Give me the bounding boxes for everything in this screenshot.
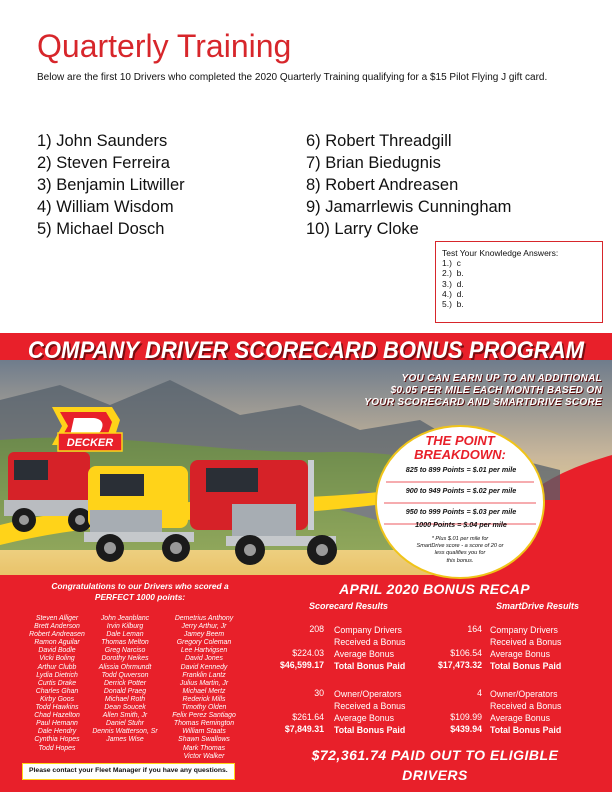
driver-item: 4) William Wisdom [37,198,174,216]
driver-item: 3) Benjamin Litwiller [37,176,185,194]
perfect-score-name: Charles Ghan [35,687,79,695]
perfect-score-name: Vicki Boling [39,655,75,663]
perfect-score-name: Mark Thomas [182,744,226,752]
perfect-score-name: Thomas Remington [173,720,235,728]
page-title: Quarterly Training [37,28,292,64]
perfect-score-name: David Bodle [38,647,76,655]
perfect-score-name: David Jones [185,655,223,663]
point-tier: 950 to 999 Points = $.03 per mile [405,507,517,516]
scorecard-owner-total: $7,849.31 [284,724,324,734]
label-line: Total Bonus Paid [490,725,562,735]
perfect-score-names-col1 [18,615,96,753]
perfect-score-name: Victor Walker [183,752,225,760]
scorecard-company-avg: $224.03 [292,648,324,658]
answer-item: 3.) d. [442,278,464,289]
perfect-score-name: Lee Hartvigsen [180,647,228,655]
note-line: less qualifies you for [434,550,486,557]
contact-note: Please contact your Fleet Manager if you have any questions. [22,763,235,780]
owner-labels-smartdrive [490,688,561,736]
smartdrive-results-heading: SmartDrive Results [496,601,580,611]
driver-item: 5) Michael Dosch [37,220,165,238]
driver-item: 10) Larry Cloke [306,220,419,238]
perfect-score-name: Chad Hazelton [34,712,80,720]
perfect-score-name: Rederick Mills [182,695,226,703]
total-paid-line: DRIVERS [402,767,468,783]
perfect-score-name: Irvin Kilburg [106,623,144,631]
label-line: Total Bonus Paid [334,661,406,671]
note-line: this bonus. [446,557,474,564]
perfect-score-name: James Wise [106,736,144,744]
earn-text [330,373,602,409]
perfect-score-name: Dorothy Neikes [101,655,149,663]
owner-labels-scorecard [334,688,405,736]
label-line: Received a Bonus [490,637,562,647]
label-line: Owner/Operators [334,689,402,699]
label-line: Average Bonus [334,713,394,723]
recap-title: APRIL 2020 BONUS RECAP [339,581,530,597]
scorecard-company-count: 208 [309,624,324,634]
perfect-score-name: Shawn Swallows [178,736,230,744]
perfect-score-name: Kirby Goos [39,695,75,703]
smartdrive-owner-count: 4 [477,688,482,698]
answer-item: 5.) b. [442,299,464,310]
company-labels-scorecard [334,624,405,672]
note-line: SmartDrive score - a score of 20 or [416,543,504,550]
note-line: * Plus $.01 per mile for [431,536,489,542]
perfect-score-name: John Jeanblanc [100,615,150,622]
driver-item: 2) Steven Ferreira [37,154,170,172]
smartdrive-company-count: 164 [467,624,482,634]
perfect-score-name: Michael Mertz [182,687,226,695]
perfect-score-name: Michael Roth [104,695,146,703]
perfect-score-name: Franklin Lantz [182,671,226,679]
perfect-score-name: Alissia Ohrmundt [98,663,152,671]
perfect-score-name: Ramon Aguilar [34,639,80,647]
scorecard-owner-avg: $261.64 [292,712,324,722]
perfect-score-name: Gregory Coleman [176,639,232,647]
driver-item: 8) Robert Andreasen [306,176,459,194]
perfect-score-name: Todd Hopes [38,744,76,752]
decker-logo-text: DECKER [66,437,114,449]
perfect-score-name: Thomas Melton [101,639,149,647]
smartdrive-owner-total: $439.94 [450,724,482,734]
label-line: Owner/Operators [490,689,558,699]
driver-item: 6) Robert Threadgill [306,132,452,150]
point-tier: 900 to 949 Points = $.02 per mile [405,486,517,495]
label-line: Company Drivers [334,625,402,635]
perfect-score-name: Dean Soucek [104,704,146,712]
perfect-score-name: Steven Alliger [35,615,79,622]
answer-item: 4.) d. [442,288,464,299]
point-breakdown-title-line: BREAKDOWN: [414,447,506,462]
answer-item: 2.) b. [442,268,464,279]
label-line: Received a Bonus [490,701,562,711]
company-labels-smartdrive [490,624,561,672]
perfect-score-name: Dennis Watterson, Sr [92,728,158,736]
driver-item: 1) John Saunders [37,132,168,150]
banner-title: COMPANY DRIVER SCORECARD BONUS PROGRAM [27,337,585,364]
intro-text: Below are the first 10 Drivers who completed the 2020 Quarterly Training qualifying for a $15 Pilot Flying J gift card. [37,72,548,83]
perfect-score-name: Demetrius Anthony [174,615,234,622]
driver-list-right [306,130,511,240]
label-line: Average Bonus [490,713,550,723]
driver-item: 7) Brian Biedugnis [306,154,441,172]
congrats-line: Congratulations to our Drivers who scored a [51,581,229,591]
label-line: Average Bonus [490,649,550,659]
smartdrive-company-avg: $106.54 [450,648,482,658]
congrats-heading [20,581,260,602]
answer-item: 1.) c [442,258,461,269]
answers-title: Test Your Knowledge Answers: [442,248,559,258]
perfect-score-name: David Kennedy [180,663,228,671]
perfect-score-name: William Staats [182,728,226,736]
point-breakdown-title-line: THE POINT [425,433,495,448]
total-paid-banner [260,745,610,785]
perfect-score-name: Julius Martin, Jr [179,679,229,687]
congrats-line: PERFECT 1000 points: [94,591,186,602]
perfect-score-name: Felix Perez Santiago [172,712,236,720]
perfect-score-name: Allen Smith, Jr [102,712,148,720]
earn-line: $0.05 PER MILE EACH MONTH BASED ON [390,385,602,396]
label-line: Total Bonus Paid [490,661,562,671]
driver-list-left [37,130,185,240]
answers-box [435,241,603,323]
perfect-score-name: Donald Praeg [103,687,147,695]
perfect-score-name: Jerry Arthur, Jr [181,623,227,631]
perfect-score-name: Derrick Potter [103,679,147,687]
total-paid-line: $72,361.74 PAID OUT TO ELIGIBLE [311,747,559,763]
smartdrive-owner-avg: $109.99 [450,712,482,722]
perfect-score-names-col2 [86,615,164,745]
perfect-score-name: Lydia Dietrich [36,671,78,679]
perfect-score-name: Brett Anderson [34,623,80,631]
scorecard-company-total: $46,599.17 [279,660,324,670]
driver-item: 9) Jamarrlewis Cunningham [306,198,512,216]
scorecard-owner-count: 30 [314,688,324,698]
scorecard-results-heading: Scorecard Results [309,601,389,611]
perfect-score-name: Dale Leman [106,631,144,639]
smartdrive-company-total: $17,473.32 [437,660,482,670]
perfect-score-name: Robert Andreasen [29,631,85,639]
perfect-score-name: Curtis Drake [37,679,77,687]
earn-line: YOUR SCORECARD AND SMARTDRIVE SCORE [364,397,602,408]
point-tier: 1000 Points = $.04 per mile [415,520,507,529]
perfect-score-name: Timothy Olden [181,704,227,712]
perfect-score-name: Paul Hemann [36,720,78,728]
perfect-score-name: Daniel Stuhr [106,720,144,728]
perfect-score-name: Todd Hawkins [35,704,79,712]
perfect-score-names-col3 [159,615,249,761]
label-line: Total Bonus Paid [334,725,406,735]
perfect-score-name: Cynthia Hopes [34,736,80,744]
label-line: Average Bonus [334,649,394,659]
perfect-score-name: Jamey Beem [183,631,225,639]
label-line: Received a Bonus [334,701,406,711]
perfect-score-name: Arthur Clubb [37,663,77,671]
smartdrive-note [396,536,524,565]
point-tier: 825 to 899 Points = $.01 per mile [405,465,517,474]
perfect-score-name: Dale Hendry [37,728,77,736]
perfect-score-name: Greg Narciso [104,647,146,655]
point-breakdown-title [394,434,526,462]
label-line: Company Drivers [490,625,558,635]
label-line: Received a Bonus [334,637,406,647]
earn-line: YOU CAN EARN UP TO AN ADDITIONAL [401,373,602,384]
perfect-score-name: Todd Quverson [101,671,149,679]
